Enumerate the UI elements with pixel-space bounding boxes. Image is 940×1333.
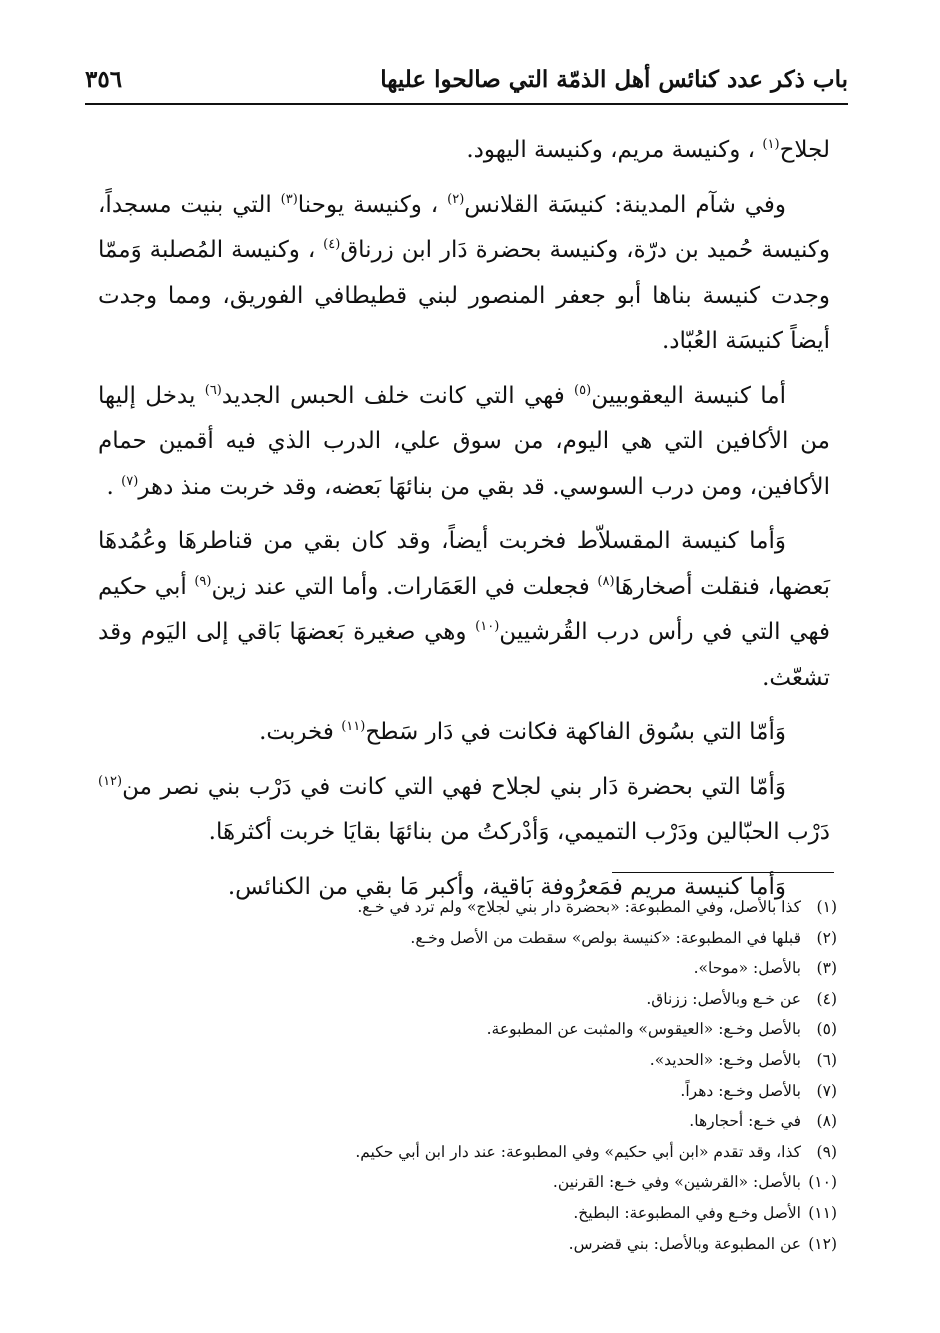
footnote-item bbox=[98, 1137, 837, 1168]
text-segment: ، وكنيسة مريم، وكنيسة اليهود. bbox=[466, 137, 763, 163]
footnote-text: بالأصل وخـع: «الحديد». bbox=[649, 1050, 801, 1069]
text-segment: أما كنيسة اليعقوبيين bbox=[591, 382, 786, 409]
text-segment: لجلاح bbox=[779, 137, 830, 163]
footnote-text: بالأصل: «موحا». bbox=[693, 959, 801, 978]
footnote-item bbox=[98, 1106, 837, 1137]
footnote-marker: (٦) bbox=[204, 382, 222, 398]
running-header bbox=[85, 62, 848, 102]
text-segment: ، وكنيسة المُصلبة وَممّا وجدت كنيسة بناها أبو جعفر المنصور لبني قطيطافي الفوريق، ومما وجدت أيضاً كنيسَة العُبّاد. bbox=[98, 237, 830, 354]
footnote-item bbox=[98, 892, 837, 923]
footnotes bbox=[98, 892, 837, 1259]
footnote-text: كذا، وقد تقدم «ابن أبي حكيم» وفي المطبوعة: عند دار ابن أبي حكيم. bbox=[355, 1142, 801, 1161]
text-segment: وَأما كنيسة المقسلاّط فخربت أيضاً، وقد كان بقي من قناطرهَا وعُمُدهَا بَعضها، فنقلت أصخارهَا bbox=[98, 528, 830, 600]
text-segment: وَأمّا التي بحضرة دَار بني لجلاح فهي التي كانت في دَرْب بني نصر من bbox=[122, 773, 787, 800]
header-rule bbox=[85, 103, 848, 105]
footnote-marker: (١) bbox=[762, 137, 780, 152]
footnote-marker: (٢) bbox=[447, 191, 465, 207]
chapter-title: باب ذكر عدد كنائس أهل الذمّة التي صالحوا عليها bbox=[380, 66, 848, 93]
text-segment: وَأمّا التي بسُوق الفاكهة فكانت في دَار سَطح bbox=[365, 719, 786, 745]
footnote-number: (١٢) bbox=[808, 1234, 837, 1253]
footnote-marker: (١١) bbox=[341, 719, 366, 734]
text-segment: . bbox=[106, 473, 122, 500]
footnote-marker: (٣) bbox=[280, 191, 298, 207]
paragraph bbox=[98, 710, 830, 756]
footnote-text: بالأصل: «القرشين» وفي خـع: القرنين. bbox=[552, 1173, 801, 1192]
footnote-text: كذا بالأصل، وفي المطبوعة: «بحضرة دار بني لجلاج» ولم ترد في خـع. bbox=[357, 898, 801, 916]
footnote-marker: (٥) bbox=[574, 382, 592, 398]
footnote-text: عن خـع وبالأصل: ززناق. bbox=[646, 989, 801, 1008]
text-segment: دَرْب الحبّالين ودَرْب التميمي، وَأدْركتُ من بنائهَا بقايَا خربت أكثرهَا. bbox=[208, 819, 830, 845]
footnote-item bbox=[98, 1229, 837, 1260]
paragraph bbox=[98, 128, 830, 174]
footnote-number: (١١) bbox=[808, 1203, 837, 1222]
footnote-marker: (٧) bbox=[121, 473, 139, 489]
text-segment: يدخل إليها من الأكافين التي هي اليوم، من سوق علي، الدرب الذي فيه أقمين حمام الأكافين، ومن درب السوسي. قد بقي من بنائهَا بَعضه، وقد خربت منذ دهر bbox=[98, 382, 830, 500]
text-segment: التي بنيت مسجداً، وكنيسة حُميد بن درّة، وكنيسة بحضرة دَار ابن زرناق bbox=[98, 191, 830, 263]
footnote-number: (١٠) bbox=[808, 1173, 837, 1192]
footnote-item bbox=[98, 1198, 837, 1229]
text-segment: ، وكنيسة يوحنا bbox=[297, 191, 448, 218]
footnote-number: (٨) bbox=[816, 1112, 837, 1131]
footnote-number: (٦) bbox=[816, 1050, 837, 1069]
paragraph bbox=[98, 183, 830, 365]
footnote-number: (٤) bbox=[816, 989, 837, 1008]
text-segment: فهي التي كانت خلف الحبس الجديد bbox=[221, 382, 575, 409]
footnote-number: (٥) bbox=[816, 1020, 837, 1039]
footnote-number: (٣) bbox=[816, 959, 837, 978]
footnote-text: بالأصل وخـع: دهراً. bbox=[680, 1081, 801, 1100]
footnote-number: (٢) bbox=[816, 928, 837, 947]
page-number: ٣٥٦ bbox=[85, 66, 123, 93]
footnote-item bbox=[98, 1045, 837, 1076]
text-segment: فخربت. bbox=[259, 719, 342, 745]
text-segment: فجعلت في العَمَارات. وأما التي عند زين bbox=[211, 573, 598, 600]
footnote-text: بالأصل وخـع: «العيقوس» والمثبت عن المطبوعة. bbox=[486, 1020, 801, 1039]
main-text bbox=[98, 128, 830, 919]
footnote-text: عن المطبوعة وبالأصل: بني قضرس. bbox=[568, 1234, 801, 1253]
paragraph bbox=[98, 519, 830, 701]
text-segment: أبي حكيم فهي التي في رأس درب القُرشيين bbox=[98, 573, 830, 645]
text-segment: وهي صغيرة بَعضهَا بَاقي إلى اليَوم وقد تشعّث. bbox=[98, 619, 830, 691]
footnote-item bbox=[98, 1014, 837, 1045]
footnote-item bbox=[98, 1167, 837, 1198]
footnote-marker: (٩) bbox=[194, 573, 212, 589]
footnote-item bbox=[98, 923, 837, 954]
footnote-text: في خـع: أحجارها. bbox=[689, 1112, 801, 1131]
footnote-item bbox=[98, 1076, 837, 1107]
footnote-marker: (١٠) bbox=[475, 619, 500, 634]
paragraph bbox=[98, 374, 830, 511]
footnote-marker: (١٢) bbox=[98, 773, 123, 789]
footnote-number: (١) bbox=[816, 898, 837, 916]
footnote-item bbox=[98, 953, 837, 984]
footnote-number: (٧) bbox=[816, 1081, 837, 1100]
paragraph bbox=[98, 765, 830, 856]
footnote-marker: (٨) bbox=[597, 573, 615, 589]
text-segment: وفي شآم المدينة: كنيسَة القلانس bbox=[464, 191, 787, 218]
footnote-marker: (٤) bbox=[323, 237, 341, 252]
footnote-text: قبلها في المطبوعة: «كنيسة بولص» سقطت من الأصل وخـع. bbox=[410, 928, 801, 947]
footnote-text: الأصل وخـع وفي المطبوعة: البطيخ. bbox=[573, 1203, 801, 1222]
footnote-item bbox=[98, 984, 837, 1015]
footnote-separator bbox=[612, 872, 834, 873]
footnote-number: (٩) bbox=[816, 1142, 837, 1161]
text-segment: وَأما كنيسة مريم فمَعرُوفة بَاقية، وأكبر مَا بقي من الكنائس. bbox=[227, 873, 786, 900]
